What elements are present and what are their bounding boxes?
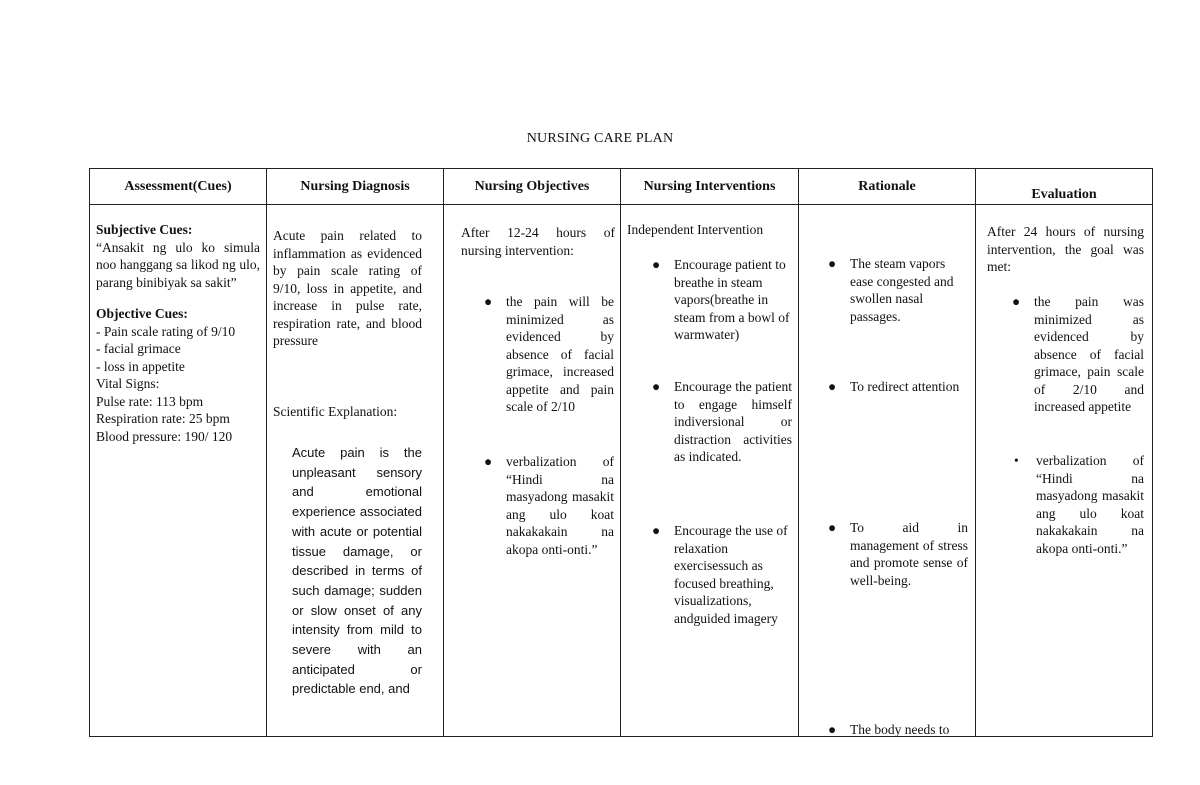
bullet-icon: ● [652, 379, 661, 394]
rationale-item: ● To aid in management of stress and promote sense of well-being. [828, 520, 968, 588]
column-divider [975, 169, 976, 736]
objective-item: - Pain scale rating of 9/10 [96, 323, 236, 339]
bullet-icon: ● [1012, 294, 1021, 309]
objective-item: ● verbalization of “Hindi na masyadong masakit ang ulo koat nakakakain na akopa onti-onti.” [484, 454, 614, 557]
vital-blood-pressure: Blood pressure: 190/ 120 [96, 428, 233, 444]
objectives-intro: After 12-24 hours of nursing intervention: [461, 225, 615, 258]
header-rationale: Rationale [858, 179, 916, 194]
objective-label: Objective Cues: [96, 306, 188, 321]
scientific-text: Acute pain is the unpleasant sensory and emotional experience associated with acute or potential tissue damage, or described in terms of such damage; sudden or slow onset of any intensity from mild to severe with an anticipated or predictable end, and [292, 445, 422, 697]
header-diagnosis: Nursing Diagnosis [300, 179, 410, 194]
page-title: NURSING CARE PLAN [526, 131, 674, 146]
intervention-item: ● Encourage patient to breathe in steam vapors(breathe in steam from a bowl of warmwater) [652, 257, 790, 342]
column-divider [266, 169, 267, 736]
scientific-label: Scientific Explanation: [273, 404, 398, 419]
intervention-item: ● Encourage the patient to engage himself indiversional or distraction activities as indicated. [652, 379, 792, 464]
bullet-icon: ● [484, 294, 493, 309]
evaluation-item: • verbalization of “Hindi na masyadong masakit ang ulo koat nakakakain na akopa onti-onti.” [1014, 453, 1144, 556]
assessment-cell [96, 221, 260, 445]
objective-item: ● the pain will be minimized as evidenced by absence of facial grimace, increased appetite and pain scale of 2/10 [484, 294, 614, 414]
evaluation-intro: After 24 hours of nursing intervention, the goal was met: [987, 224, 1144, 274]
rationale-item: ● The steam vapors ease congested and swollen nasal passages. [828, 256, 954, 324]
interventions-label: Independent Intervention [627, 222, 764, 237]
vital-respiration: Respiration rate: 25 bpm [96, 411, 230, 426]
rationale-item: ● The body needs to [828, 722, 950, 737]
bullet-icon: • [1014, 453, 1019, 468]
diagnosis-text: Acute pain related to inflammation as evidenced by pain scale rating of 9/10, loss in appetite, and increase in pulse rate, respiration rate, and blood pressure [273, 228, 422, 348]
intervention-item: ● Encourage the use of relaxation exercisessuch as focused breathing, visualizations, andguided imagery [652, 523, 788, 626]
header-assessment: Assessment(Cues) [124, 179, 232, 194]
objective-item: - facial grimace [96, 341, 181, 356]
bullet-icon: ● [652, 257, 661, 272]
bullet-icon: ● [484, 454, 493, 469]
header-objectives: Nursing Objectives [474, 179, 590, 194]
subjective-label: Subjective Cues: [96, 222, 193, 237]
bullet-icon: ● [828, 256, 837, 271]
header-divider [90, 204, 1152, 205]
bullet-icon: ● [828, 520, 837, 535]
bullet-icon: ● [652, 523, 661, 538]
column-divider [798, 169, 799, 736]
bullet-icon: ● [828, 722, 837, 737]
rationale-item: ● To redirect attention [828, 379, 960, 394]
header-interventions: Nursing Interventions [643, 179, 776, 194]
vital-pulse: Pulse rate: 113 bpm [96, 393, 204, 409]
evaluation-item: ● the pain was minimized as evidenced by absence of facial grimace, pain scale of 2/10 and increased appetite [1012, 294, 1144, 414]
column-divider [443, 169, 444, 736]
subjective-text: “Ansakit ng ulo ko simula noo hanggang sa likod ng ulo, parang binibiyak sa sakit” [96, 239, 260, 290]
vital-signs-label: Vital Signs: [96, 376, 160, 391]
header-evaluation: Evaluation [1031, 187, 1097, 202]
objective-item: - loss in appetite [96, 358, 185, 374]
care-plan-table [89, 168, 1153, 737]
column-divider [620, 169, 621, 736]
bullet-icon: ● [828, 379, 837, 394]
